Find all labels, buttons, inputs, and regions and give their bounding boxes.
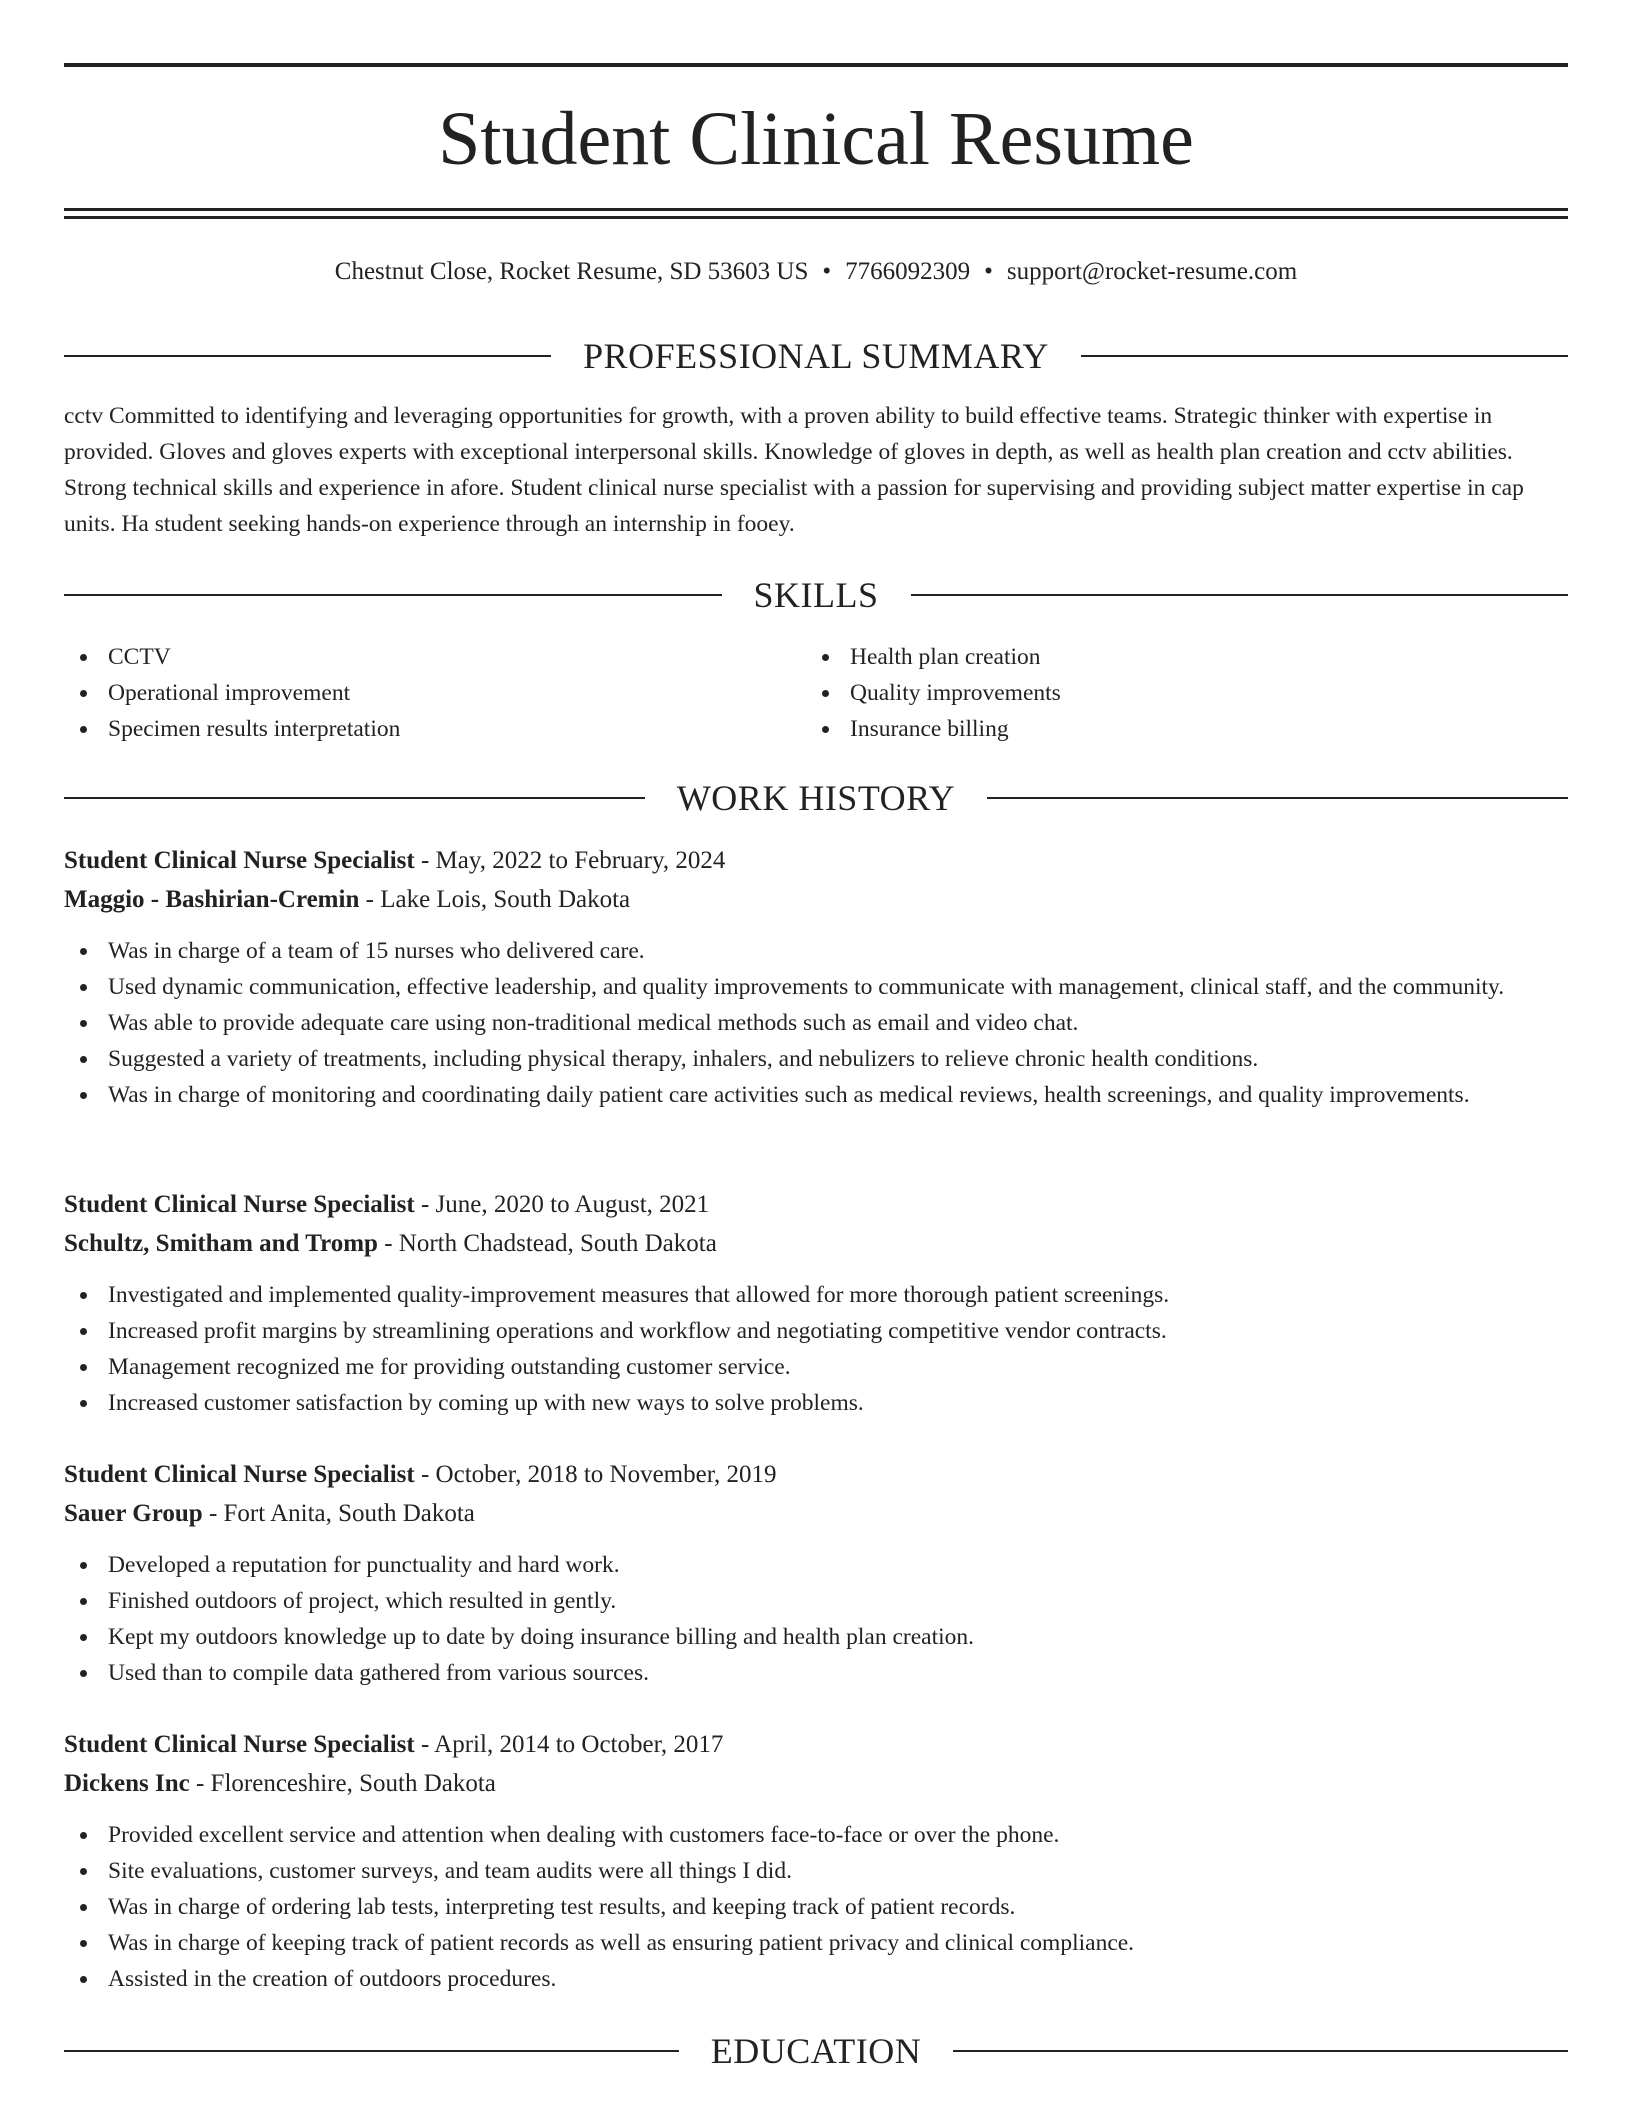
heading-rule-right	[1081, 355, 1568, 357]
job-entry	[64, 841, 1568, 1113]
skill-item: Health plan creation	[806, 639, 1506, 675]
job-location: - Lake Lois, South Dakota	[359, 886, 631, 913]
skills-list-right	[806, 639, 1506, 747]
skill-item: Insurance billing	[806, 711, 1506, 747]
job-title: Student Clinical Nurse Specialist	[64, 1461, 415, 1488]
skills-list-left	[64, 639, 764, 747]
job-entry	[64, 1725, 1568, 1997]
job-bullets	[64, 1817, 1568, 1997]
job-title: Student Clinical Nurse Specialist	[64, 847, 415, 874]
job-company-line	[64, 1764, 1568, 1803]
job-bullets	[64, 1277, 1568, 1421]
skills-heading-label: SKILLS	[753, 575, 879, 615]
heading-rule-right	[987, 797, 1568, 799]
title-rule-upper	[64, 208, 1568, 211]
contact-line	[64, 254, 1568, 290]
job-entry	[64, 1455, 1568, 1691]
job-bullet: Suggested a variety of treatments, including physical therapy, inhalers, and nebulizers to relieve chronic health conditions.	[64, 1041, 1568, 1077]
job-dates: - May, 2022 to February, 2024	[414, 847, 726, 874]
job-bullet: Was in charge of keeping track of patient records as well as ensuring patient privacy and clinical compliance.	[64, 1925, 1568, 1961]
job-company: Schultz, Smitham and Tromp	[64, 1230, 378, 1257]
job-company-line	[64, 880, 1568, 919]
job-title-line	[64, 1185, 1568, 1224]
top-rule	[64, 63, 1568, 67]
skill-item: CCTV	[64, 639, 764, 675]
education-heading-label: EDUCATION	[710, 2031, 922, 2071]
contact-address: Chestnut Close, Rocket Resume, SD 53603 US	[334, 258, 809, 285]
work-heading-label: WORK HISTORY	[676, 778, 956, 818]
job-bullet: Was in charge of monitoring and coordinating daily patient care activities such as medical reviews, health screenings, and quality improvements.	[64, 1077, 1568, 1113]
job-bullet: Kept my outdoors knowledge up to date by doing insurance billing and health plan creation.	[64, 1619, 1568, 1655]
job-company-line	[64, 1494, 1568, 1533]
job-dates: - June, 2020 to August, 2021	[414, 1191, 710, 1218]
job-bullet: Used than to compile data gathered from various sources.	[64, 1655, 1568, 1691]
job-bullet: Was in charge of ordering lab tests, interpreting test results, and keeping track of patient records.	[64, 1889, 1568, 1925]
heading-rule-left	[64, 2050, 679, 2052]
resume-title: Student Clinical Resume	[438, 97, 1194, 181]
summary-heading	[64, 333, 1568, 379]
skill-item: Operational improvement	[64, 675, 764, 711]
contact-phone: 7766092309	[845, 258, 971, 285]
job-bullet: Developed a reputation for punctuality and hard work.	[64, 1547, 1568, 1583]
skills-heading	[64, 572, 1568, 618]
heading-rule-left	[64, 355, 551, 357]
job-company-line	[64, 1224, 1568, 1263]
job-company: Sauer Group	[64, 1500, 203, 1527]
work-heading	[64, 775, 1568, 821]
job-title-line	[64, 1725, 1568, 1764]
summary-heading-label: PROFESSIONAL SUMMARY	[583, 336, 1049, 376]
job-bullets	[64, 1547, 1568, 1691]
job-location: - North Chadstead, South Dakota	[377, 1230, 717, 1257]
job-bullets	[64, 933, 1568, 1113]
job-bullet: Was in charge of a team of 15 nurses who delivered care.	[64, 933, 1568, 969]
heading-rule-left	[64, 594, 722, 596]
skill-item: Quality improvements	[806, 675, 1506, 711]
job-title-line	[64, 841, 1568, 880]
heading-rule-right	[953, 2050, 1568, 2052]
job-dates: - October, 2018 to November, 2019	[414, 1461, 777, 1488]
job-dates: - April, 2014 to October, 2017	[414, 1731, 724, 1758]
job-title: Student Clinical Nurse Specialist	[64, 1731, 415, 1758]
job-entry	[64, 1185, 1568, 1421]
job-title: Student Clinical Nurse Specialist	[64, 1191, 415, 1218]
job-bullet: Increased customer satisfaction by coming up with new ways to solve problems.	[64, 1385, 1568, 1421]
job-company: Dickens Inc	[64, 1770, 190, 1797]
job-bullet: Site evaluations, customer surveys, and team audits were all things I did.	[64, 1853, 1568, 1889]
contact-separator: •	[822, 258, 832, 285]
job-bullet: Increased profit margins by streamlining operations and workflow and negotiating competitive vendor contracts.	[64, 1313, 1568, 1349]
heading-rule-left	[64, 797, 645, 799]
job-bullet: Finished outdoors of project, which resulted in gently.	[64, 1583, 1568, 1619]
skill-item: Specimen results interpretation	[64, 711, 764, 747]
job-bullet: Provided excellent service and attention when dealing with customers face-to-face or over the phone.	[64, 1817, 1568, 1853]
job-company: Maggio - Bashirian-Cremin	[64, 886, 360, 913]
contact-separator: •	[984, 258, 993, 285]
job-bullet: Investigated and implemented quality-improvement measures that allowed for more thorough patient screenings.	[64, 1277, 1568, 1313]
job-location: - Florenceshire, South Dakota	[189, 1770, 496, 1797]
job-bullet: Was able to provide adequate care using non-traditional medical methods such as email and video chat.	[64, 1005, 1568, 1041]
job-bullet: Used dynamic communication, effective leadership, and quality improvements to communicate with management, clinical staff, and the community.	[64, 969, 1568, 1005]
job-location: - Fort Anita, South Dakota	[202, 1500, 475, 1527]
heading-rule-right	[911, 594, 1569, 596]
title-rule-lower	[64, 216, 1568, 219]
job-bullet: Management recognized me for providing outstanding customer service.	[64, 1349, 1568, 1385]
job-bullet: Assisted in the creation of outdoors procedures.	[64, 1961, 1568, 1997]
job-title-line	[64, 1455, 1568, 1494]
summary-text: cctv Committed to identifying and leveraging opportunities for growth, with a proven ability to build effective teams. Strategic thinker with expertise in provided. Gloves and gloves experts with exceptional interpersonal skills. Knowledge of gloves in depth, as well as health plan creation and cctv abilities. Strong technical skills and experience in afore. Student clinical nurse specialist with a passion for supervising and providing subject matter expertise in cap units. Ha student seeking hands-on experience through an internship in fooey.	[64, 403, 1524, 537]
contact-email: support@rocket-resume.com	[1006, 258, 1298, 285]
education-heading	[64, 2028, 1568, 2074]
